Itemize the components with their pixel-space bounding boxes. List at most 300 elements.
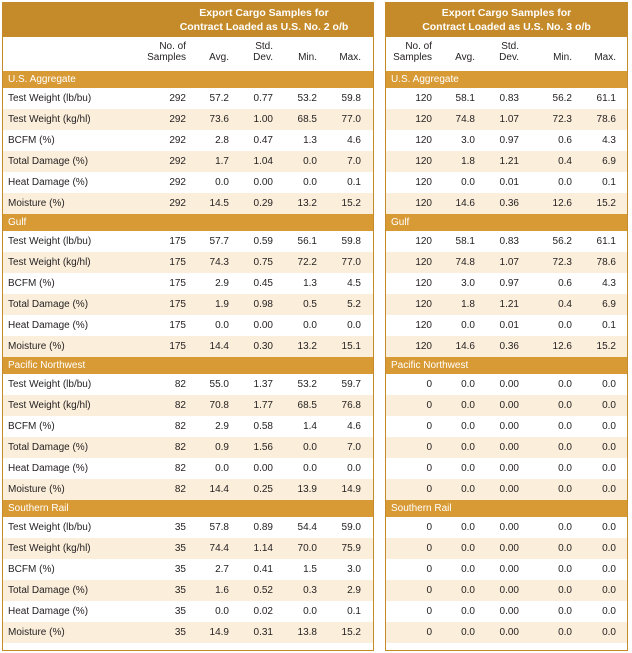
table-row <box>3 109 373 130</box>
cell-max: 0.0 <box>602 543 616 554</box>
cell-max: 0.1 <box>347 177 361 188</box>
cell-min: 1.3 <box>303 135 317 146</box>
cell-avg: 0.0 <box>215 320 229 331</box>
cell-min: 0.0 <box>558 484 572 495</box>
cell-avg: 3.0 <box>461 278 475 289</box>
us-no2-table-body <box>3 71 373 643</box>
cell-min: 12.6 <box>552 198 572 209</box>
cell-samples: 292 <box>169 93 186 104</box>
cell-std-dev: 0.00 <box>499 484 519 495</box>
cell-max: 0.0 <box>602 484 616 495</box>
cell-max: 0.0 <box>602 442 616 453</box>
cell-std-dev: 1.04 <box>253 156 273 167</box>
cell-std-dev: 0.29 <box>253 198 273 209</box>
cell-std-dev: 0.97 <box>499 135 519 146</box>
us-no3-table-body <box>386 71 627 643</box>
cell-avg: 0.0 <box>461 564 475 575</box>
cell-max: 0.0 <box>602 627 616 638</box>
table-row <box>3 88 373 109</box>
table-row <box>3 559 373 580</box>
us-no2-panel <box>2 2 374 651</box>
cell-std-dev: 0.00 <box>499 627 519 638</box>
cell-avg: 57.2 <box>209 93 229 104</box>
cell-min: 0.0 <box>303 320 317 331</box>
cell-std-dev: 0.00 <box>253 463 273 474</box>
section-header: Gulf <box>3 214 373 231</box>
cell-std-dev: 0.25 <box>253 484 273 495</box>
cell-min: 72.3 <box>552 114 572 125</box>
cell-avg: 3.0 <box>461 135 475 146</box>
cell-std-dev: 1.37 <box>253 379 273 390</box>
cell-avg: 0.0 <box>461 585 475 596</box>
row-label: Heat Damage (%) <box>8 606 89 617</box>
cell-avg: 73.6 <box>209 114 229 125</box>
cell-avg: 58.1 <box>455 93 475 104</box>
cell-max: 0.0 <box>602 421 616 432</box>
table-row <box>3 294 373 315</box>
row-label: Test Weight (lb/bu) <box>8 522 92 533</box>
table-row <box>3 374 373 395</box>
cell-max: 15.2 <box>341 198 361 209</box>
column-header-avg: Avg. <box>209 52 229 63</box>
cell-samples: 0 <box>426 400 432 411</box>
cell-min: 13.8 <box>297 627 317 638</box>
cell-std-dev: 0.52 <box>253 585 273 596</box>
cell-min: 56.1 <box>297 236 317 247</box>
cell-max: 59.0 <box>341 522 361 533</box>
table-row <box>3 151 373 172</box>
cell-avg: 0.0 <box>461 421 475 432</box>
us-no3-title-line1: Export Cargo Samples for <box>441 7 572 19</box>
cell-min: 53.2 <box>297 93 317 104</box>
cell-std-dev: 0.41 <box>253 564 273 575</box>
row-label: Total Damage (%) <box>8 585 89 596</box>
cell-samples: 0 <box>426 522 432 533</box>
cell-avg: 14.4 <box>209 341 229 352</box>
cell-max: 4.3 <box>602 135 616 146</box>
cell-std-dev: 0.30 <box>253 341 273 352</box>
cell-samples: 175 <box>169 299 186 310</box>
cell-samples: 82 <box>174 421 186 432</box>
cell-std-dev: 0.45 <box>253 278 273 289</box>
cell-samples: 0 <box>426 627 432 638</box>
cell-avg: 0.0 <box>461 484 475 495</box>
table-row <box>386 622 627 643</box>
cell-avg: 1.8 <box>461 156 475 167</box>
cell-min: 0.0 <box>558 564 572 575</box>
cell-samples: 35 <box>174 585 186 596</box>
column-header-max: Max. <box>339 52 361 63</box>
cell-samples: 120 <box>415 93 432 104</box>
row-label: Test Weight (lb/bu) <box>8 379 92 390</box>
cell-max: 0.1 <box>602 177 616 188</box>
cell-min: 56.2 <box>552 236 572 247</box>
cell-samples: 35 <box>174 522 186 533</box>
cell-std-dev: 1.21 <box>499 299 519 310</box>
cell-max: 14.9 <box>341 484 361 495</box>
cell-std-dev: 0.00 <box>253 177 273 188</box>
row-label: Test Weight (kg/hl) <box>8 543 91 554</box>
cell-max: 0.0 <box>347 463 361 474</box>
table-row <box>3 622 373 643</box>
cell-std-dev: 0.58 <box>253 421 273 432</box>
cell-std-dev: 0.02 <box>253 606 273 617</box>
cell-samples: 82 <box>174 484 186 495</box>
cell-samples: 292 <box>169 177 186 188</box>
table-row <box>386 273 627 294</box>
table-row <box>386 315 627 336</box>
cell-samples: 120 <box>415 177 432 188</box>
cell-avg: 0.9 <box>215 442 229 453</box>
table-row <box>386 416 627 437</box>
cell-avg: 2.9 <box>215 421 229 432</box>
cell-samples: 82 <box>174 400 186 411</box>
cell-min: 0.0 <box>558 606 572 617</box>
cell-max: 4.5 <box>347 278 361 289</box>
cell-max: 0.0 <box>602 585 616 596</box>
cell-std-dev: 1.07 <box>499 114 519 125</box>
cell-max: 15.2 <box>596 198 616 209</box>
table-row <box>386 601 627 622</box>
cell-std-dev: 0.00 <box>499 442 519 453</box>
cell-min: 13.9 <box>297 484 317 495</box>
column-header-min: Min. <box>298 52 317 63</box>
cell-samples: 175 <box>169 257 186 268</box>
table-row <box>3 252 373 273</box>
cell-samples: 120 <box>415 156 432 167</box>
table-row <box>3 538 373 559</box>
section-header: Gulf <box>386 214 627 231</box>
cell-avg: 1.7 <box>215 156 229 167</box>
cell-std-dev: 0.36 <box>499 341 519 352</box>
cell-std-dev: 0.75 <box>253 257 273 268</box>
table-row <box>386 559 627 580</box>
table-row <box>386 172 627 193</box>
cell-avg: 55.0 <box>209 379 229 390</box>
row-label: Test Weight (lb/bu) <box>8 236 92 247</box>
table-row <box>386 88 627 109</box>
cell-std-dev: 0.31 <box>253 627 273 638</box>
column-header-min: Min. <box>553 52 572 63</box>
cell-samples: 120 <box>415 257 432 268</box>
table-row <box>3 273 373 294</box>
cell-min: 0.5 <box>303 299 317 310</box>
table-row <box>386 395 627 416</box>
cell-avg: 0.0 <box>215 177 229 188</box>
cell-max: 2.9 <box>347 585 361 596</box>
column-header-samples: No. of Samples <box>393 41 432 63</box>
cell-std-dev: 0.47 <box>253 135 273 146</box>
cell-min: 0.0 <box>303 177 317 188</box>
cell-max: 61.1 <box>596 236 616 247</box>
cell-avg: 57.8 <box>209 522 229 533</box>
column-header-std-dev: Std. Dev. <box>499 41 519 63</box>
cell-std-dev: 1.07 <box>499 257 519 268</box>
cell-min: 0.0 <box>558 400 572 411</box>
cell-min: 0.0 <box>558 585 572 596</box>
column-header-std-dev: Std. Dev. <box>253 41 273 63</box>
cell-max: 4.3 <box>602 278 616 289</box>
column-header-samples: No. of Samples <box>147 41 186 63</box>
cell-samples: 82 <box>174 463 186 474</box>
cell-std-dev: 1.00 <box>253 114 273 125</box>
cell-samples: 175 <box>169 320 186 331</box>
table-row <box>3 336 373 357</box>
cell-min: 0.6 <box>558 135 572 146</box>
cell-min: 0.0 <box>558 627 572 638</box>
cell-avg: 0.0 <box>461 320 475 331</box>
cell-std-dev: 0.36 <box>499 198 519 209</box>
cell-min: 0.0 <box>303 463 317 474</box>
row-label: Moisture (%) <box>8 341 65 352</box>
table-row <box>386 336 627 357</box>
cell-std-dev: 0.59 <box>253 236 273 247</box>
cell-min: 0.0 <box>303 156 317 167</box>
cell-samples: 35 <box>174 606 186 617</box>
us-no2-column-headers <box>3 37 373 71</box>
cell-max: 0.0 <box>347 320 361 331</box>
cell-max: 61.1 <box>596 93 616 104</box>
cell-avg: 14.4 <box>209 484 229 495</box>
table-row <box>386 252 627 273</box>
cell-avg: 0.0 <box>461 627 475 638</box>
cell-min: 0.0 <box>303 606 317 617</box>
cell-max: 77.0 <box>341 257 361 268</box>
cell-min: 70.0 <box>297 543 317 554</box>
cell-samples: 0 <box>426 421 432 432</box>
cell-max: 0.0 <box>602 400 616 411</box>
cell-max: 4.6 <box>347 135 361 146</box>
row-label: Moisture (%) <box>8 198 65 209</box>
cell-avg: 14.5 <box>209 198 229 209</box>
us-no3-column-headers <box>386 37 627 71</box>
table-row <box>386 538 627 559</box>
cell-min: 0.0 <box>558 320 572 331</box>
cell-max: 0.0 <box>602 463 616 474</box>
cell-samples: 82 <box>174 442 186 453</box>
row-label: Test Weight (kg/hl) <box>8 257 91 268</box>
cell-min: 13.2 <box>297 341 317 352</box>
cell-max: 15.2 <box>341 627 361 638</box>
cell-min: 68.5 <box>297 114 317 125</box>
table-row <box>386 374 627 395</box>
cell-std-dev: 0.89 <box>253 522 273 533</box>
cell-std-dev: 0.00 <box>499 522 519 533</box>
cell-std-dev: 0.83 <box>499 93 519 104</box>
cell-avg: 74.3 <box>209 257 229 268</box>
table-row <box>3 231 373 252</box>
cell-min: 0.4 <box>558 156 572 167</box>
section-header: U.S. Aggregate <box>386 71 627 88</box>
table-row <box>386 517 627 538</box>
cell-samples: 0 <box>426 564 432 575</box>
cell-min: 1.5 <box>303 564 317 575</box>
cell-max: 15.2 <box>596 341 616 352</box>
section-header: Pacific Northwest <box>3 357 373 374</box>
cell-max: 6.9 <box>602 299 616 310</box>
cell-max: 3.0 <box>347 564 361 575</box>
cell-max: 7.0 <box>347 442 361 453</box>
cell-samples: 120 <box>415 278 432 289</box>
cell-min: 0.0 <box>558 379 572 390</box>
table-row <box>3 437 373 458</box>
row-label: BCFM (%) <box>8 278 55 289</box>
table-row <box>386 458 627 479</box>
cell-min: 0.3 <box>303 585 317 596</box>
cell-samples: 175 <box>169 341 186 352</box>
cell-std-dev: 0.00 <box>499 463 519 474</box>
cell-min: 0.0 <box>558 463 572 474</box>
cell-min: 0.0 <box>558 522 572 533</box>
row-label: Heat Damage (%) <box>8 463 89 474</box>
row-label: Heat Damage (%) <box>8 177 89 188</box>
table-row <box>386 231 627 252</box>
cell-max: 0.0 <box>602 522 616 533</box>
table-row <box>386 437 627 458</box>
cell-min: 0.0 <box>303 442 317 453</box>
cell-avg: 0.0 <box>461 463 475 474</box>
cell-max: 0.1 <box>602 320 616 331</box>
cell-avg: 0.0 <box>461 379 475 390</box>
cell-avg: 0.0 <box>215 463 229 474</box>
us-no3-panel <box>385 2 628 651</box>
cell-std-dev: 0.01 <box>499 320 519 331</box>
cell-samples: 0 <box>426 442 432 453</box>
cell-avg: 0.0 <box>461 442 475 453</box>
cell-samples: 120 <box>415 320 432 331</box>
cell-std-dev: 1.77 <box>253 400 273 411</box>
cell-samples: 120 <box>415 299 432 310</box>
cell-min: 0.6 <box>558 278 572 289</box>
row-label: Moisture (%) <box>8 627 65 638</box>
cell-max: 0.0 <box>602 606 616 617</box>
cell-avg: 1.8 <box>461 299 475 310</box>
row-label: Test Weight (lb/bu) <box>8 93 92 104</box>
cell-max: 0.0 <box>602 379 616 390</box>
cell-max: 7.0 <box>347 156 361 167</box>
row-label: Moisture (%) <box>8 484 65 495</box>
cell-avg: 74.4 <box>209 543 229 554</box>
table-row <box>3 479 373 500</box>
table-row <box>3 458 373 479</box>
table-row <box>386 193 627 214</box>
cell-std-dev: 0.00 <box>253 320 273 331</box>
table-row <box>386 109 627 130</box>
cell-samples: 292 <box>169 135 186 146</box>
row-label: Heat Damage (%) <box>8 320 89 331</box>
cell-min: 12.6 <box>552 341 572 352</box>
cell-avg: 58.1 <box>455 236 475 247</box>
cell-std-dev: 1.14 <box>253 543 273 554</box>
cell-std-dev: 0.00 <box>499 585 519 596</box>
cell-std-dev: 0.00 <box>499 606 519 617</box>
cell-avg: 14.9 <box>209 627 229 638</box>
cell-avg: 57.7 <box>209 236 229 247</box>
cell-max: 77.0 <box>341 114 361 125</box>
cell-samples: 292 <box>169 114 186 125</box>
us-no3-title-line2: Contract Loaded as U.S. No. 3 o/b <box>422 21 591 33</box>
cell-min: 1.4 <box>303 421 317 432</box>
cell-samples: 175 <box>169 278 186 289</box>
table-row <box>3 580 373 601</box>
cell-samples: 120 <box>415 198 432 209</box>
cell-avg: 2.8 <box>215 135 229 146</box>
cell-max: 0.1 <box>347 606 361 617</box>
column-header-max: Max. <box>594 52 616 63</box>
cell-max: 59.8 <box>341 93 361 104</box>
table-row <box>386 151 627 172</box>
table-row <box>386 130 627 151</box>
cell-std-dev: 0.00 <box>499 400 519 411</box>
cell-samples: 120 <box>415 135 432 146</box>
table-row <box>3 395 373 416</box>
cell-samples: 0 <box>426 543 432 554</box>
cell-std-dev: 1.21 <box>499 156 519 167</box>
cell-min: 0.0 <box>558 442 572 453</box>
cell-avg: 2.9 <box>215 278 229 289</box>
row-label: Total Damage (%) <box>8 299 89 310</box>
cell-samples: 82 <box>174 379 186 390</box>
table-row <box>3 517 373 538</box>
cell-std-dev: 1.56 <box>253 442 273 453</box>
cell-avg: 14.6 <box>455 198 475 209</box>
cell-samples: 0 <box>426 484 432 495</box>
cell-min: 72.3 <box>552 257 572 268</box>
row-label: BCFM (%) <box>8 564 55 575</box>
section-header: Southern Rail <box>386 500 627 517</box>
table-row <box>3 315 373 336</box>
cell-min: 68.5 <box>297 400 317 411</box>
table-row <box>3 172 373 193</box>
row-label: BCFM (%) <box>8 421 55 432</box>
cell-avg: 74.8 <box>455 114 475 125</box>
cell-max: 15.1 <box>341 341 361 352</box>
cell-min: 0.0 <box>558 421 572 432</box>
table-row <box>3 601 373 622</box>
cell-samples: 120 <box>415 114 432 125</box>
table-row <box>3 416 373 437</box>
cell-max: 75.9 <box>341 543 361 554</box>
cell-min: 0.0 <box>558 543 572 554</box>
section-header: Southern Rail <box>3 500 373 517</box>
cell-std-dev: 0.77 <box>253 93 273 104</box>
cell-max: 59.8 <box>341 236 361 247</box>
cell-max: 78.6 <box>596 257 616 268</box>
cell-avg: 0.0 <box>461 543 475 554</box>
cell-avg: 0.0 <box>461 606 475 617</box>
cell-max: 0.0 <box>602 564 616 575</box>
cell-std-dev: 0.00 <box>499 421 519 432</box>
table-row <box>386 294 627 315</box>
cell-avg: 14.6 <box>455 341 475 352</box>
cell-min: 56.2 <box>552 93 572 104</box>
cell-samples: 0 <box>426 463 432 474</box>
cell-min: 0.4 <box>558 299 572 310</box>
table-row <box>3 130 373 151</box>
cell-max: 76.8 <box>341 400 361 411</box>
cell-samples: 120 <box>415 341 432 352</box>
cell-samples: 35 <box>174 543 186 554</box>
cell-avg: 1.6 <box>215 585 229 596</box>
cell-max: 6.9 <box>602 156 616 167</box>
cell-std-dev: 0.98 <box>253 299 273 310</box>
cell-avg: 0.0 <box>461 400 475 411</box>
cell-max: 78.6 <box>596 114 616 125</box>
cell-avg: 0.0 <box>461 177 475 188</box>
cell-samples: 292 <box>169 156 186 167</box>
cell-min: 13.2 <box>297 198 317 209</box>
us-no2-title-line2: Contract Loaded as U.S. No. 2 o/b <box>179 21 349 33</box>
